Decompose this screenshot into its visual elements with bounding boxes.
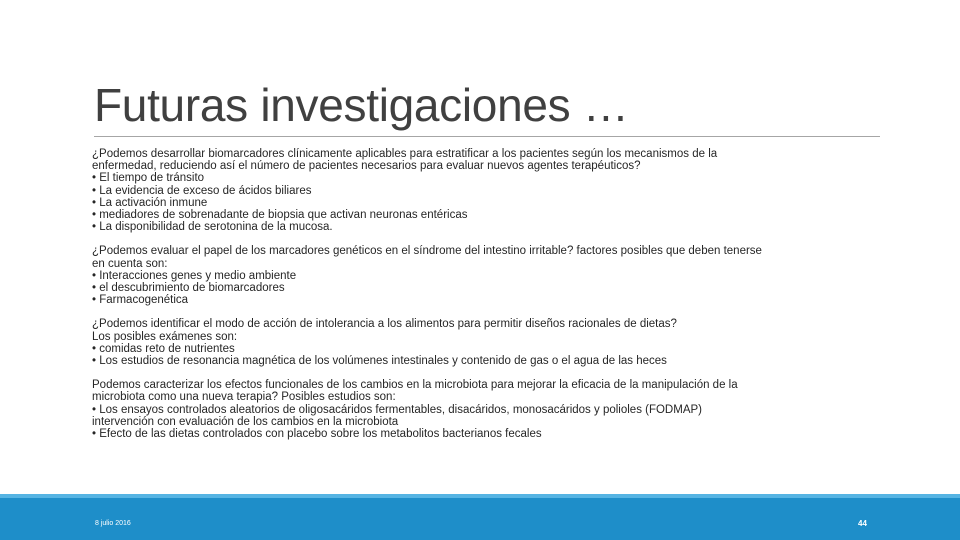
bullet-item: • Interacciones genes y medio ambiente — [92, 269, 297, 282]
body-line: ¿Podemos identificar el modo de acción de intolerancia a los alimentos para permitir diseños racionales de dietas? — [92, 318, 677, 331]
footer-bar — [0, 498, 960, 540]
slide-number: 44 — [858, 519, 867, 528]
bullet-item: • mediadores de sobrenadante de biopsia que activan neuronas entéricas — [92, 209, 468, 222]
bullet-item: • La activación inmune — [92, 196, 208, 209]
bullet-item: • Efecto de las dietas controlados con placebo sobre los metabolitos bacterianos fecales — [92, 428, 542, 441]
body-line: en cuenta son: — [92, 257, 168, 270]
body-line: enfermedad, reduciendo así el número de pacientes necesarios para evaluar nuevos agentes terapéuticos? — [92, 160, 641, 173]
bullet-item: • comidas reto de nutrientes — [92, 342, 235, 355]
paragraph-genetic-markers — [92, 245, 882, 306]
body-line: Los posibles exámenes son: — [92, 330, 238, 343]
body-line: intervención con evaluación de los cambios en la microbiota — [92, 415, 399, 428]
slide-title: Futuras investigaciones … — [94, 79, 629, 131]
paragraph-biomarkers — [92, 148, 882, 233]
bullet-item: • Los ensayos controlados aleatorios de oligosacáridos fermentables, disacáridos, monosacáridos y polioles (FODMAP) — [92, 403, 702, 416]
title-divider — [94, 136, 880, 137]
body-line: Podemos caracterizar los efectos funcionales de los cambios en la microbiota para mejorar la eficacia de la manipulación de la — [92, 379, 738, 392]
slide-body — [92, 148, 882, 452]
body-line: microbiota como una nueva terapia? Posibles estudios son: — [92, 391, 396, 404]
body-line: ¿Podemos evaluar el papel de los marcadores genéticos en el síndrome del intestino irritable? factores posibles que deben tenerse — [92, 245, 762, 258]
bullet-item: • Los estudios de resonancia magnética de los volúmenes intestinales y contenido de gas o el agua de las heces — [92, 355, 667, 368]
paragraph-food-intolerance — [92, 318, 882, 367]
bullet-item: • El tiempo de tránsito — [92, 172, 205, 185]
bullet-item: • La evidencia de exceso de ácidos biliares — [92, 184, 312, 197]
body-line: ¿Podemos desarrollar biomarcadores clínicamente aplicables para estratificar a los pacientes según los mecanismos de la — [92, 148, 718, 160]
paragraph-microbiota — [92, 379, 882, 440]
bullet-item: • el descubrimiento de biomarcadores — [92, 282, 285, 295]
bullet-item: • La disponibilidad de serotonina de la mucosa. — [92, 221, 333, 234]
bullet-item: • Farmacogenética — [92, 294, 189, 307]
footer-date: 8 julio 2016 — [95, 520, 131, 527]
